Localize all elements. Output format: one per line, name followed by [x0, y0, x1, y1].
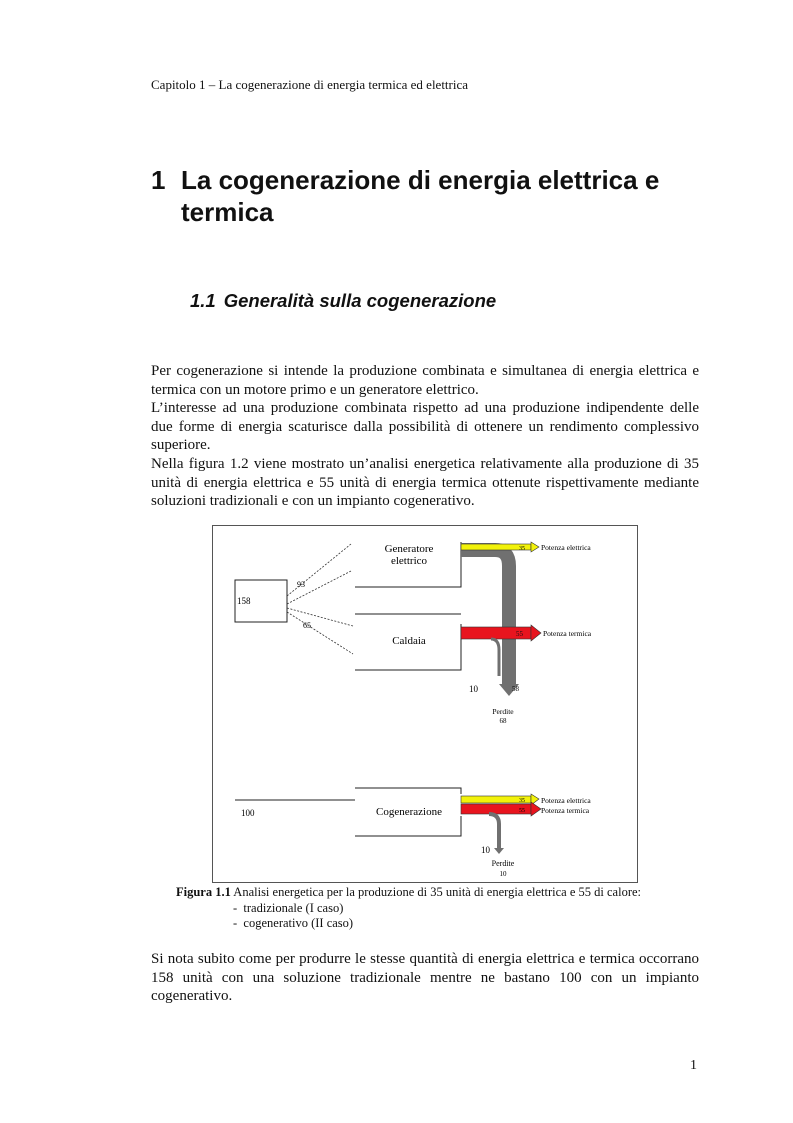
cogeneration-label: Cogenerazione — [376, 806, 442, 818]
generator-label-line1: Generatore — [384, 543, 434, 555]
loss-left-value-case1: 10 — [469, 684, 478, 694]
generator-label-line2: elettrico — [390, 555, 428, 567]
page-number: 1 — [690, 1058, 697, 1073]
split-lower-value: 65 — [303, 621, 311, 630]
losses-flow-case2 — [489, 814, 499, 848]
figure-caption-text: Analisi energetica per la produzione di 35 unità di energia elettrica e 55 di calore: — [233, 885, 642, 899]
losses-flow-boiler — [491, 639, 499, 676]
paragraph-interest: L’interesse ad una produzione combinata rispetto ad una produzione indipendente delle due forme di energia scaturisce dalla possibilità di ottenere un rendimento complessivo superiore. — [151, 400, 699, 453]
boiler-label: Caldaia — [392, 635, 426, 647]
section-number: 1.1 — [190, 290, 216, 311]
input-value-case2: 100 — [241, 808, 255, 818]
split-upper-value: 93 — [297, 580, 305, 589]
thermal-label-case2: Potenza termica — [541, 806, 590, 815]
paragraph-definition: Per cogenerazione si intende la produzione combinata e simultanea di energia elettrica e termica con un motore primo e un generatore elettrico. — [151, 363, 699, 398]
electric-value-case2: 35 — [519, 798, 525, 804]
losses-value-case1: 68 — [499, 717, 507, 725]
thermal-label-case1: Potenza termica — [543, 629, 592, 638]
chapter-title-text: La cogenerazione di energia elettrica e termica — [181, 165, 660, 227]
electric-label-case1: Potenza elettrica — [541, 543, 591, 552]
losses-value-case2: 10 — [499, 870, 507, 878]
section-title-text: Generalità sulla cogenerazione — [223, 290, 497, 311]
electric-arrow-case1 — [531, 542, 539, 552]
thermal-arrow-case2 — [531, 802, 541, 816]
section-title — [190, 290, 496, 312]
electric-value-case1: 35 — [519, 546, 525, 552]
split-lines-case1 — [287, 544, 353, 654]
losses-flow-generator — [461, 550, 509, 684]
chapter-title — [151, 164, 711, 228]
energy-flow-figure — [212, 525, 638, 883]
figure-caption — [176, 885, 641, 900]
paragraph-conclusion: Si nota subito come per produrre le stesse quantità di energia elettrica e termica occorrano 158 unità con una soluzione tradizionale mentre ne bastano 100 con un impianto cogenerativo. — [151, 951, 699, 1004]
chapter-number: 1 — [151, 165, 166, 195]
energy-flow-diagram — [213, 526, 639, 884]
loss-right-value-case1: 58 — [512, 685, 519, 693]
losses-label-case1: Perdite — [492, 707, 514, 716]
loss-left-value-case2: 10 — [481, 845, 490, 855]
input-value-case1: 158 — [237, 596, 251, 606]
figure-label: Figura 1.1 — [176, 885, 231, 899]
losses-arrowhead-case2 — [494, 848, 504, 854]
thermal-value-case1: 55 — [516, 630, 523, 638]
thermal-value-case2: 55 — [519, 808, 525, 814]
losses-label-case2: Perdite — [491, 859, 515, 868]
paragraph-figure-intro: Nella figura 1.2 viene mostrato un’analisi energetica relativamente alla produzione di 35 unità di energia elettrica e 55 unità di energia termica ottenute rispettivamente mediante soluzioni tradizionali e con un impianto cogenerativo. — [151, 456, 699, 509]
list-item: - cogenerativo (II caso) — [233, 916, 354, 930]
electric-label-case2: Potenza elettrica — [541, 796, 591, 805]
list-item: - tradizionale (I caso) — [233, 901, 344, 915]
running-header: Capitolo 1 – La cogenerazione di energia termica ed elettrica — [151, 77, 469, 92]
figure-case-list — [233, 901, 353, 931]
thermal-arrow-case1 — [531, 625, 541, 641]
